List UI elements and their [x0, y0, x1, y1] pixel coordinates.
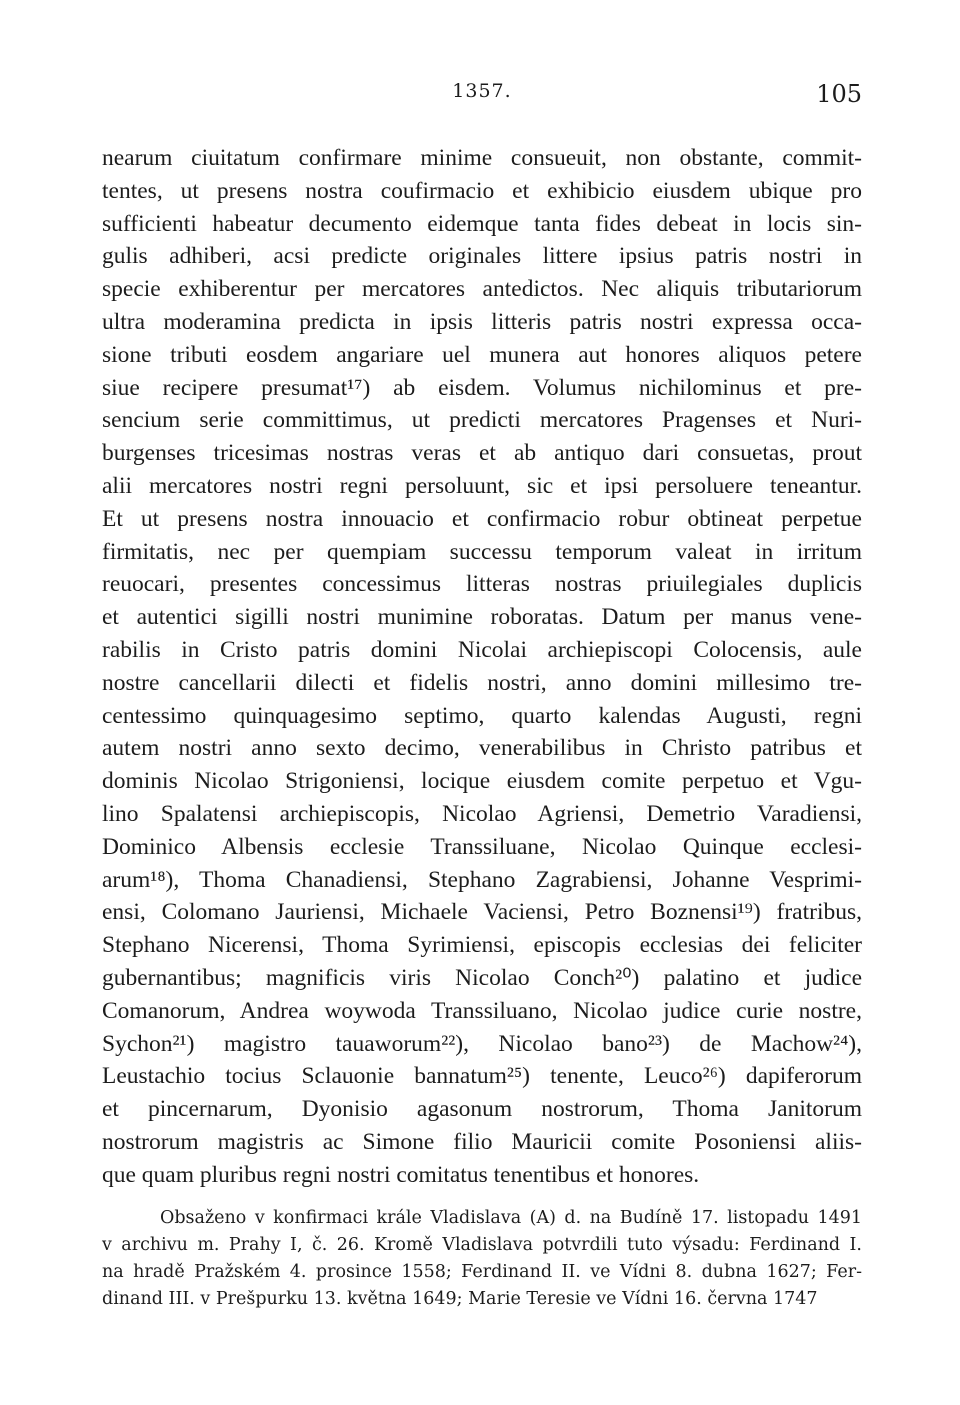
text-line: firmitatis, nec per quempiam successu temporum valeat in irritum — [102, 538, 862, 565]
text-line: rabilis in Cristo patris domini Nicolai archiepiscopi Colocensis, aule — [102, 636, 862, 663]
header-year: 1357. — [452, 80, 512, 102]
charter-text — [102, 142, 862, 1192]
text-line: autem nostri anno sexto decimo, venerabilibus in Christo patribus et — [102, 735, 862, 762]
text-line: alii mercatores nostri regni persoluunt, sic et ipsi persoluere teneantur. — [102, 472, 862, 499]
text-line: Comanorum, Andrea woywoda Transsiluano, Nicolao judice curie nostre, — [102, 997, 862, 1024]
text-line: specie exhiberentur per mercatores antedictos. Nec aliquis tributariorum — [102, 276, 862, 303]
text-line: Dominico Albensis ecclesie Transsiluane, Nicolao Quinque ecclesi- — [102, 833, 862, 860]
text-line: tentes, ut presens nostra coufirmacio et exhibicio eiusdem ubique pro — [102, 177, 862, 204]
text-line: arum¹⁸), Thoma Chanadiensi, Stephano Zagrabiensi, Johanne Vesprimi- — [102, 866, 862, 893]
text-line: lino Spalatensi archiepiscopis, Nicolao Agriensi, Demetrio Varadiensi, — [102, 800, 862, 827]
text-line: centessimo quinquagesimo septimo, quarto kalendas Augusti, regni — [102, 702, 862, 729]
text-line: sufficienti habeatur decumento eidemque tanta fides debeat in locis sin- — [102, 210, 862, 237]
text-line: Leustachio tocius Sclauonie bannatum²⁵) tenente, Leuco²⁶) dapiferorum — [102, 1063, 862, 1090]
text-line: sione tributi eosdem angariare uel munera aut honores aliquos petere — [102, 341, 862, 368]
text-line: nearum ciuitatum confirmare minime consueuit, non obstante, commit- — [102, 145, 862, 171]
text-line: sencium serie committimus, ut predicti mercatores Pragenses et Nuri- — [102, 407, 862, 434]
text-line: nostrorum magistris ac Simone filio Mauricii comite Posoniensi aliis- — [102, 1128, 862, 1155]
editorial-note — [102, 1205, 862, 1313]
text-line: Stephano Nicerensi, Thoma Syrimiensi, episcopis ecclesias dei feliciter — [102, 932, 862, 959]
text-line: dominis Nicolao Strigoniensi, locique eiusdem comite perpetuo et Vgu- — [102, 768, 862, 795]
text-line: Et ut presens nostra innouacio et confirmacio robur obtineat perpetue — [102, 505, 862, 532]
note-line: na hradě Pražském 4. prosince 1558; Ferdinand II. ve Vídni 8. dubna 1627; Fer- — [102, 1262, 862, 1282]
text-line: nostre cancellarii dilecti et fidelis nostri, anno domini millesimo tre- — [102, 669, 862, 696]
text-line: Sychon²¹) magistro tauaworum²²), Nicolao bano²³) de Machow²⁴), — [102, 1030, 862, 1057]
text-line: siue recipere presumat¹⁷) ab eisdem. Volumus nichilominus et pre- — [102, 374, 862, 401]
text-line: burgenses tricesimas nostras veras et ab antiquo dari consuetas, prout — [102, 440, 862, 467]
note-line: dinand III. v Prešpurku 13. května 1649; Marie Teresie ve Vídni 16. června 1747 — [102, 1289, 818, 1309]
note-line: Obsaženo v konfirmaci krále Vladislava (A) d. na Budíně 17. listopadu 1491 — [160, 1208, 862, 1228]
text-line: reuocari, presentes concessimus litteras nostras priuilegiales duplicis — [102, 571, 862, 598]
text-line: gubernantibus; magnificis viris Nicolao Conch²⁰) palatino et judice — [102, 964, 862, 991]
text-line: et pincernarum, Dyonisio agasonum nostrorum, Thoma Janitorum — [102, 1096, 862, 1123]
text-line: ultra moderamina predicta in ipsis litteris patris nostri expressa occa- — [102, 308, 862, 335]
text-line: et autentici sigilli nostri munimine roboratas. Datum per manus vene- — [102, 604, 862, 631]
text-line: gulis adhiberi, acsi predicte originales littere ipsius patris nostri in — [102, 243, 862, 270]
text-line: ensi, Colomano Jauriensi, Michaele Vaciensi, Petro Boznensi¹⁹) fratribus, — [102, 899, 862, 926]
text-line: que quam pluribus regni nostri comitatus tenentibus et honores. — [102, 1161, 700, 1188]
page-number: 105 — [816, 80, 862, 108]
page-header — [102, 80, 862, 114]
note-line: v archivu m. Prahy I, č. 26. Kromě Vladislava potvrdili tuto výsadu: Ferdinand I. — [102, 1235, 862, 1255]
